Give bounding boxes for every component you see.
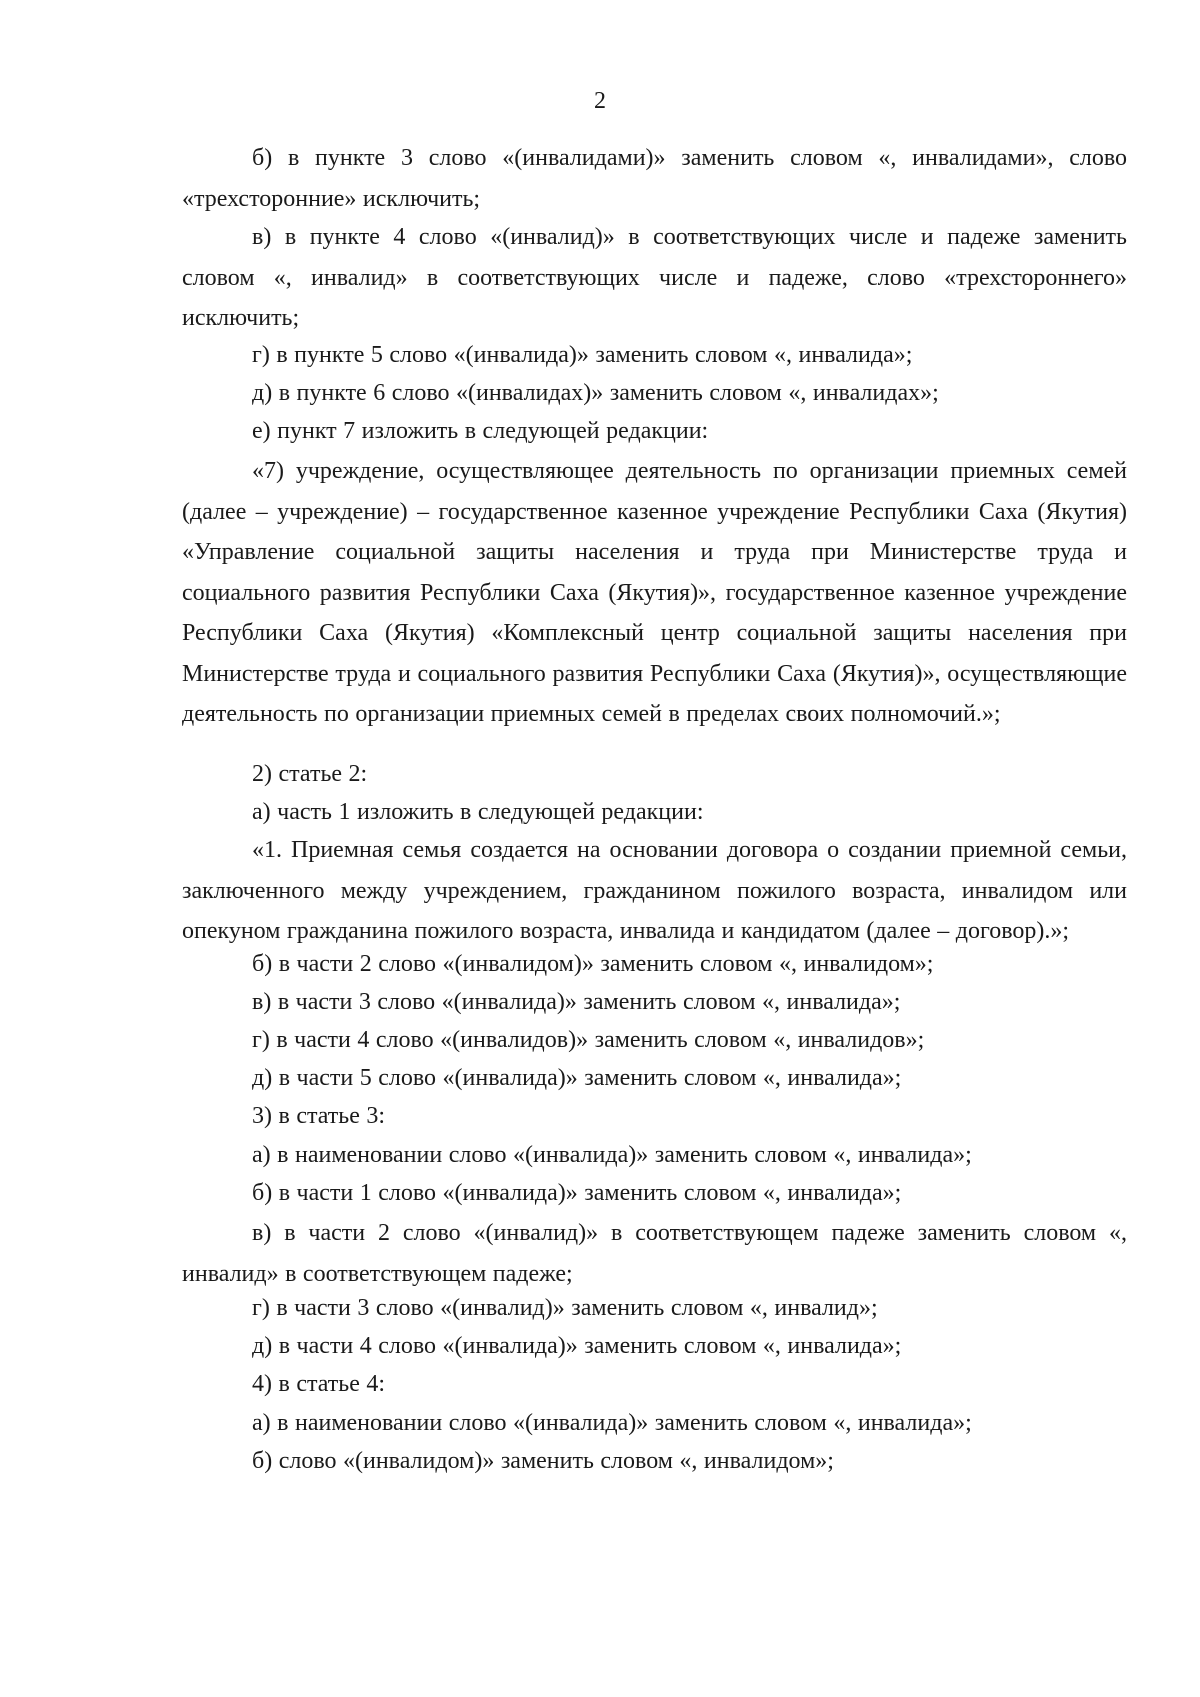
paragraph: 2) статье 2:	[252, 761, 368, 787]
paragraph: в) в части 3 слово «(инвалида)» заменить словом «, инвалида»;	[252, 989, 901, 1015]
paragraph: б) в части 1 слово «(инвалида)» заменить словом «, инвалида»;	[252, 1180, 902, 1206]
paragraph: в) в части 2 слово «(инвалид)» в соответствующем падеже заменить словом «, инвалид» в соответствующем падеже;	[182, 1220, 1127, 1287]
paragraph: б) в пункте 3 слово «(инвалидами)» заменить словом «, инвалидами», слово «трехсторонние» исключить;	[182, 145, 1127, 212]
paragraph: г) в части 4 слово «(инвалидов)» заменить словом «, инвалидов»;	[252, 1027, 925, 1053]
paragraph: а) часть 1 изложить в следующей редакции:	[252, 799, 704, 825]
paragraph: «1. Приемная семья создается на основании договора о создании приемной семьи, заключенного между учреждением, гражданином пожилого возраста, инвалидом или опекуном гражданина пожилого возраста, инвалида и кандидатом (далее – договор).»;	[182, 837, 1127, 944]
paragraph: г) в пункте 5 слово «(инвалида)» заменить словом «, инвалида»;	[252, 342, 913, 368]
paragraph: д) в части 4 слово «(инвалида)» заменить словом «, инвалида»;	[252, 1333, 902, 1359]
paragraph: в) в пункте 4 слово «(инвалид)» в соответствующих числе и падеже заменить словом «, инвалид» в соответствующих числе и падеже, слово «трехстороннего» исключить;	[182, 224, 1127, 331]
paragraph: «7) учреждение, осуществляющее деятельность по организации приемных семей (далее – учреждение) – государственное казенное учреждение Республики Саха (Якутия) «Управление социальной защиты населения и труда при Министерстве труда и социального развития Республики Саха (Якутия)», государственное казенное учреждение Республики Саха (Якутия) «Комплексный центр социальной защиты населения при Министерстве труда и социального развития Республики Саха (Якутия)», осуществляющие деятельность по организации приемных семей в пределах своих полномочий.»;	[182, 458, 1127, 727]
paragraph: г) в части 3 слово «(инвалид)» заменить словом «, инвалид»;	[252, 1295, 878, 1321]
paragraph: 4) в статье 4:	[252, 1371, 386, 1397]
paragraph: б) слово «(инвалидом)» заменить словом «, инвалидом»;	[252, 1448, 834, 1474]
paragraph: а) в наименовании слово «(инвалида)» заменить словом «, инвалида»;	[252, 1410, 972, 1436]
paragraph: д) в пункте 6 слово «(инвалидах)» заменить словом «, инвалидах»;	[252, 380, 939, 406]
paragraph: е) пункт 7 изложить в следующей редакции:	[252, 418, 709, 444]
paragraph: б) в части 2 слово «(инвалидом)» заменить словом «, инвалидом»;	[252, 951, 934, 977]
page-number: 2	[594, 88, 606, 114]
paragraph: 3) в статье 3:	[252, 1103, 386, 1129]
paragraph: а) в наименовании слово «(инвалида)» заменить словом «, инвалида»;	[252, 1142, 972, 1168]
paragraph: д) в части 5 слово «(инвалида)» заменить словом «, инвалида»;	[252, 1065, 902, 1091]
